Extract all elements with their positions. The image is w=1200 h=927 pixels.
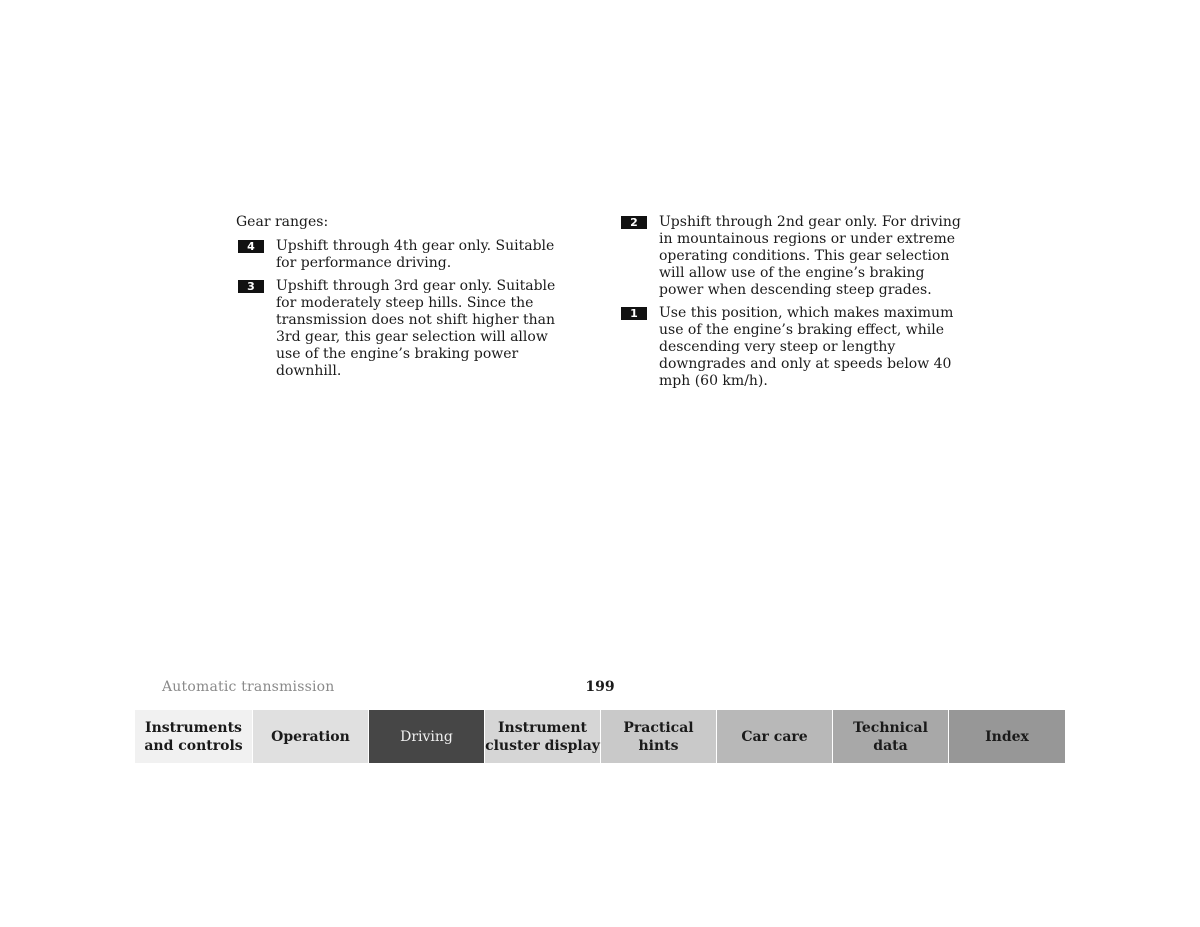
nav-tab-driving[interactable]: [369, 710, 485, 763]
nav-tab-label: Practical hints: [623, 719, 694, 754]
nav-tab-instruments-and-controls[interactable]: [135, 710, 253, 763]
gear-description: Upshift through 3rd gear only. Suitable for moderately steep hills. Since the transmission does not shift higher than 3rd gear, this gear selection will allow use of the engine’s braking power downhill.: [276, 278, 556, 379]
nav-tab-practical-hints[interactable]: [601, 710, 717, 763]
gear-description: Upshift through 2nd gear only. For driving in mountainous regions or under extreme operating conditions. This gear selection will allow use of the engine’s braking power when descending steep grades.: [659, 214, 961, 298]
nav-tab-label: Technical data: [853, 719, 928, 754]
section-title: Automatic transmission: [162, 679, 335, 695]
nav-tab-car-care[interactable]: [717, 710, 833, 763]
gear-badge: 1: [621, 307, 647, 320]
gear-description: Use this position, which makes maximum use of the engine’s braking effect, while descending very steep or lengthy downgrades and only at speeds below 40 mph (60 km/h).: [659, 305, 954, 389]
nav-tab-label: Car care: [741, 728, 808, 745]
gear-ranges-heading: Gear ranges:: [236, 214, 329, 230]
nav-tab-label: Index: [985, 728, 1029, 745]
nav-tab-technical-data[interactable]: [833, 710, 949, 763]
gear-badge: 2: [621, 216, 647, 229]
nav-tab-label: Operation: [271, 728, 350, 745]
nav-tab-instrument-cluster-display[interactable]: [485, 710, 601, 763]
section-nav-bar: [135, 710, 1065, 763]
nav-tab-label: Instruments and controls: [144, 719, 243, 754]
nav-tab-label: Driving: [400, 728, 453, 745]
nav-tab-label: Instrument cluster display: [485, 719, 600, 754]
gear-description: Upshift through 4th gear only. Suitable for performance driving.: [276, 238, 555, 271]
gear-badge: 3: [238, 280, 264, 293]
gear-range-item: [619, 305, 971, 390]
gear-badge: 4: [238, 240, 264, 253]
gear-range-item: [236, 238, 576, 272]
left-column: [236, 214, 576, 386]
page-number: 199: [585, 679, 615, 695]
nav-tab-index[interactable]: [949, 710, 1065, 763]
nav-tab-operation[interactable]: [253, 710, 369, 763]
gear-range-item: [619, 214, 971, 299]
right-column: [619, 214, 971, 396]
gear-range-item: [236, 278, 576, 380]
